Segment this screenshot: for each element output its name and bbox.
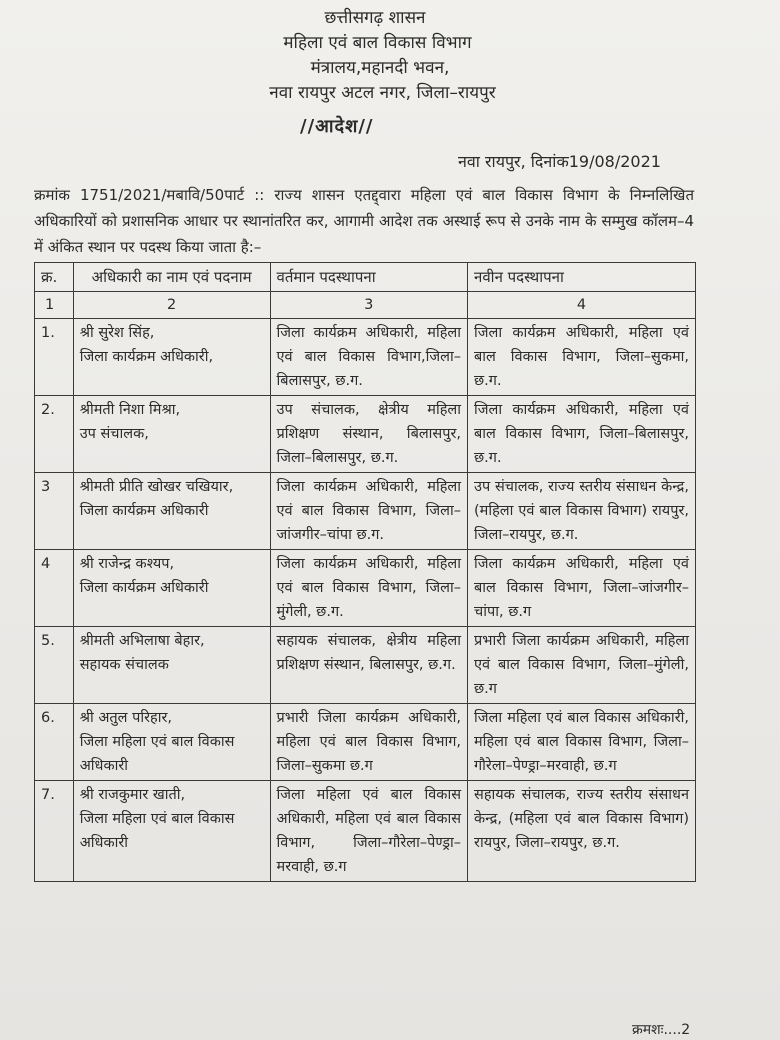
serial-cell: 7. [35, 781, 74, 882]
table-row [35, 781, 696, 882]
table-row [35, 550, 696, 627]
new-posting-cell: जिला कार्यक्रम अधिकारी, महिला एवं बाल विकास विभाग, जिला–बिलासपुर, छ.ग. [468, 396, 696, 473]
officer-designation: जिला महिला एवं बाल विकास अधिकारी [79, 734, 235, 774]
officer-name: श्रीमती अभिलाषा बेहार, [79, 633, 205, 649]
officer-designation: उप संचालक, [79, 426, 149, 442]
office-address: मंत्रालय,महानदी भवन, [310, 58, 450, 78]
officer-name: श्री राजेन्द्र कश्यप, [79, 556, 175, 572]
table-row [35, 396, 696, 473]
new-posting-cell: जिला कार्यक्रम अधिकारी, महिला एवं बाल विकास विभाग, जिला–सुकमा, छ.ग. [468, 319, 696, 396]
current-posting-cell: जिला कार्यक्रम अधिकारी, महिला एवं बाल विकास विभाग,जिला–बिलासपुर, छ.ग. [270, 319, 467, 396]
current-posting-cell: जिला कार्यक्रम अधिकारी, महिला एवं बाल विकास विभाग, जिला–जांजगीर–चांपा छ.ग. [270, 473, 467, 550]
officer-cell [73, 396, 270, 473]
col-num-4: 4 [468, 292, 696, 319]
serial-cell: 3 [35, 473, 74, 550]
table-row [35, 627, 696, 704]
order-intro-paragraph: क्रमांक 1751/2021/मबावि/50पार्ट :: राज्य शासन एतद्द्वारा महिला एवं बाल विकास विभाग के निम्नलिखित अधिकारियों को प्रशासनिक आधार पर स्थानांतरित कर, आगामी आदेश तक अस्थाई रूप से उनके नाम के सम्मुख कॉलम–4 में अंकित स्थान पर पदस्थ किया जाता है:– [34, 186, 694, 256]
table-row [35, 319, 696, 396]
officer-designation: जिला महिला एवं बाल विकास अधिकारी [79, 811, 235, 851]
officer-name: श्री सुरेश सिंह, [79, 325, 155, 341]
officer-cell [73, 781, 270, 882]
officer-name: श्री अतुल परिहार, [79, 710, 173, 726]
header-new-posting: नवीन पदस्थापना [468, 263, 696, 292]
date-line: नवा रायपुर, दिनांक19/08/2021 [458, 152, 661, 171]
serial-cell: 4 [35, 550, 74, 627]
letterhead [0, 6, 780, 106]
col-num-2: 2 [73, 292, 270, 319]
serial-cell: 2. [35, 396, 74, 473]
officer-cell [73, 627, 270, 704]
table-header-row [35, 263, 696, 292]
serial-cell: 1. [35, 319, 74, 396]
officer-cell [73, 319, 270, 396]
new-posting-cell: उप संचालक, राज्य स्तरीय संसाधन केन्द्र, (महिला एवं बाल विकास विभाग) रायपुर, जिला–रायपुर, छ.ग. [468, 473, 696, 550]
current-posting-cell: जिला महिला एवं बाल विकास अधिकारी, महिला एवं बाल विकास विभाग, जिला–गौरेला–पेण्ड्रा–मरवाही, छ.ग [270, 781, 467, 882]
table-row [35, 473, 696, 550]
city-address: नवा रायपुर अटल नगर, जिला–रायपुर [269, 83, 496, 103]
col-num-3: 3 [270, 292, 467, 319]
current-posting-cell: सहायक संचालक, क्षेत्रीय महिला प्रशिक्षण संस्थान, बिलासपुर, छ.ग. [270, 627, 467, 704]
officer-name: श्रीमती प्रीति खोखर चखियार, [79, 479, 234, 495]
header-current-posting: वर्तमान पदस्थापना [270, 263, 467, 292]
officer-designation: सहायक संचालक [79, 657, 169, 673]
department-name: महिला एवं बाल विकास विभाग [283, 33, 472, 53]
transfer-table [34, 262, 696, 882]
serial-cell: 5. [35, 627, 74, 704]
officer-designation: जिला कार्यक्रम अधिकारी [79, 503, 209, 519]
officer-name: श्रीमती निशा मिश्रा, [79, 402, 181, 418]
new-posting-cell: प्रभारी जिला कार्यक्रम अधिकारी, महिला एवं बाल विकास विभाग, जिला–मुंगेली, छ.ग [468, 627, 696, 704]
current-posting-cell: उप संचालक, क्षेत्रीय महिला प्रशिक्षण संस्थान, बिलासपुर, जिला–बिलासपुर, छ.ग. [270, 396, 467, 473]
new-posting-cell: जिला कार्यक्रम अधिकारी, महिला एवं बाल विकास विभाग, जिला–जांजगीर–चांपा, छ.ग [468, 550, 696, 627]
header-officer: अधिकारी का नाम एवं पदनाम [73, 263, 270, 292]
officer-cell [73, 704, 270, 781]
column-number-row [35, 292, 696, 319]
current-posting-cell: जिला कार्यक्रम अधिकारी, महिला एवं बाल विकास विभाग, जिला–मुंगेली, छ.ग. [270, 550, 467, 627]
new-posting-cell: सहायक संचालक, राज्य स्तरीय संसाधन केन्द्र, (महिला एवं बाल विकास विभाग) रायपुर, जिला–रायपुर, छ.ग. [468, 781, 696, 882]
col-num-1: 1 [35, 292, 74, 319]
officer-cell [73, 473, 270, 550]
serial-cell: 6. [35, 704, 74, 781]
header-serial: क्र. [35, 263, 74, 292]
continuation-note: क्रमशः....2 [632, 1022, 691, 1038]
officer-cell [73, 550, 270, 627]
order-title: //आदेश// [300, 116, 374, 137]
officer-designation: जिला कार्यक्रम अधिकारी [79, 580, 209, 596]
current-posting-cell: प्रभारी जिला कार्यक्रम अधिकारी, महिला एवं बाल विकास विभाग, जिला–सुकमा छ.ग [270, 704, 467, 781]
table-row [35, 704, 696, 781]
new-posting-cell: जिला महिला एवं बाल विकास अधिकारी, महिला एवं बाल विकास विभाग, जिला– गौरेला–पेण्ड्रा–मरवाही, छ.ग [468, 704, 696, 781]
officer-designation: जिला कार्यक्रम अधिकारी, [79, 349, 214, 365]
officer-name: श्री राजकुमार खाती, [79, 787, 186, 803]
government-name: छत्तीसगढ़ शासन [324, 8, 426, 28]
